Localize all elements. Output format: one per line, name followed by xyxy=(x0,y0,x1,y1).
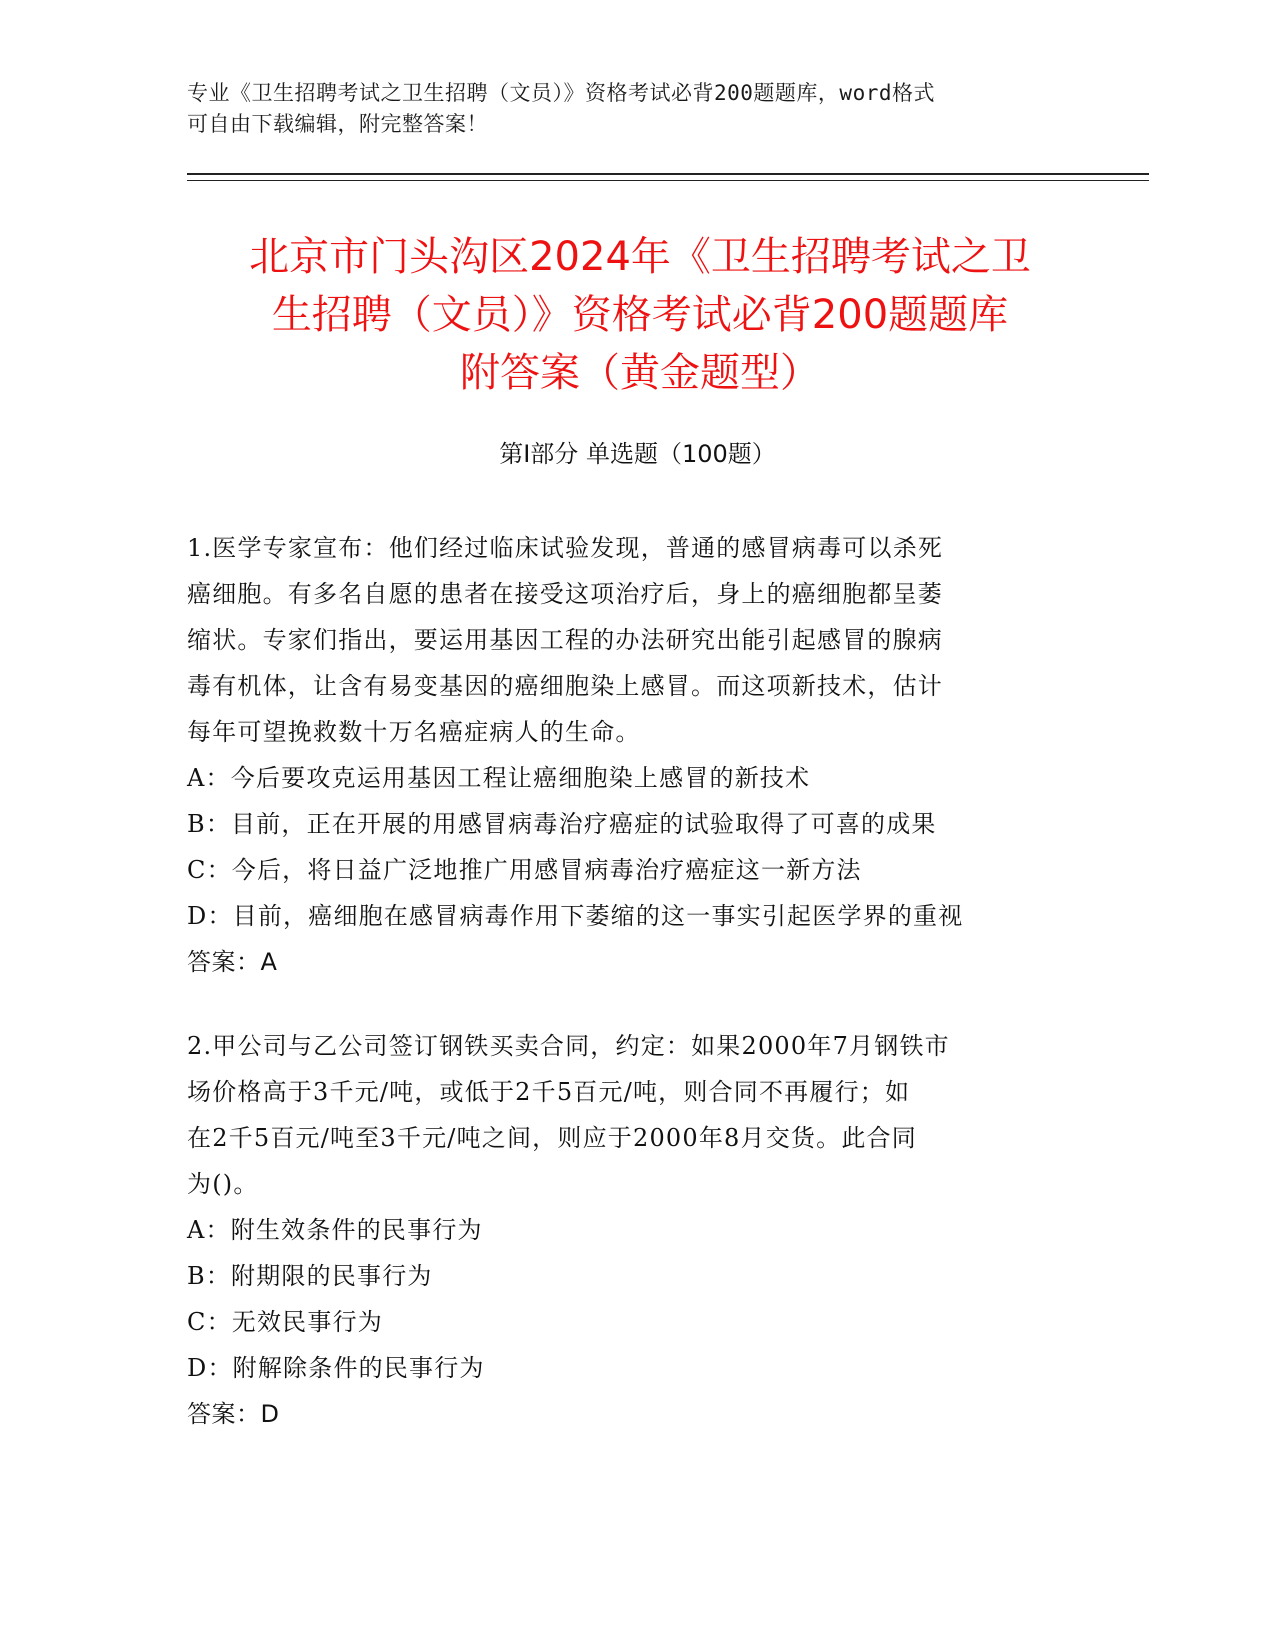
answer-label: 答案：D xyxy=(187,1400,280,1428)
question-stem-line: 在2千5百元/吨至3千元/吨之间，则应于2000年8月交货。此合同 xyxy=(187,1124,917,1152)
header-note-line-1: 专业《卫生招聘考试之卫生招聘（文员）》资格考试必背200题题库，word格式 xyxy=(187,81,935,105)
header-note-line-2: 可自由下载编辑，附完整答案！ xyxy=(187,112,488,136)
header-divider-thin xyxy=(187,180,1149,181)
document-title-line-1: 北京市门头沟区2024年《卫生招聘考试之卫 xyxy=(249,234,1031,280)
question-1 xyxy=(187,525,1067,985)
question-stem-line: 1.医学专家宣布：他们经过临床试验发现，普通的感冒病毒可以杀死 xyxy=(187,534,944,562)
question-stem-line: 癌细胞。有多名自愿的患者在接受这项治疗后，身上的癌细胞都呈萎 xyxy=(187,580,943,608)
option-d: D：目前，癌细胞在感冒病毒作用下萎缩的这一事实引起医学界的重视 xyxy=(187,902,964,930)
option-c: C：无效民事行为 xyxy=(187,1308,383,1336)
question-stem-line: 2.甲公司与乙公司签订钢铁买卖合同，约定：如果2000年7月钢铁市 xyxy=(187,1032,950,1060)
option-a: A：附生效条件的民事行为 xyxy=(187,1216,483,1244)
option-b: B：目前，正在开展的用感冒病毒治疗癌症的试验取得了可喜的成果 xyxy=(187,810,937,838)
document-title-line-3: 附答案（黄金题型） xyxy=(460,350,820,396)
answer-label: 答案：A xyxy=(187,948,278,976)
option-b: B：附期限的民事行为 xyxy=(187,1262,433,1290)
section-heading: 第Ⅰ部分 单选题（100题） xyxy=(499,440,776,468)
option-d: D：附解除条件的民事行为 xyxy=(187,1354,485,1382)
question-stem-line: 每年可望挽救数十万名癌症病人的生命。 xyxy=(187,718,641,746)
header-divider-thick xyxy=(187,173,1149,175)
question-list xyxy=(187,525,1067,1437)
document-title xyxy=(160,228,1120,402)
question-stem-line: 毒有机体，让含有易变基因的癌细胞染上感冒。而这项新技术，估计 xyxy=(187,672,943,700)
header-note xyxy=(187,78,1067,140)
document-title-line-2: 生招聘（文员）》资格考试必背200题题库 xyxy=(271,292,1009,338)
question-stem-line: 为()。 xyxy=(187,1170,259,1198)
question-stem-line: 缩状。专家们指出，要运用基因工程的办法研究出能引起感冒的腺病 xyxy=(187,626,943,654)
question-stem-line: 场价格高于3千元/吨，或低于2千5百元/吨，则合同不再履行；如 xyxy=(187,1078,911,1106)
option-c: C：今后，将日益广泛地推广用感冒病毒治疗癌症这一新方法 xyxy=(187,856,862,884)
option-a: A：今后要攻克运用基因工程让癌细胞染上感冒的新技术 xyxy=(187,764,811,792)
question-2 xyxy=(187,1023,1067,1437)
